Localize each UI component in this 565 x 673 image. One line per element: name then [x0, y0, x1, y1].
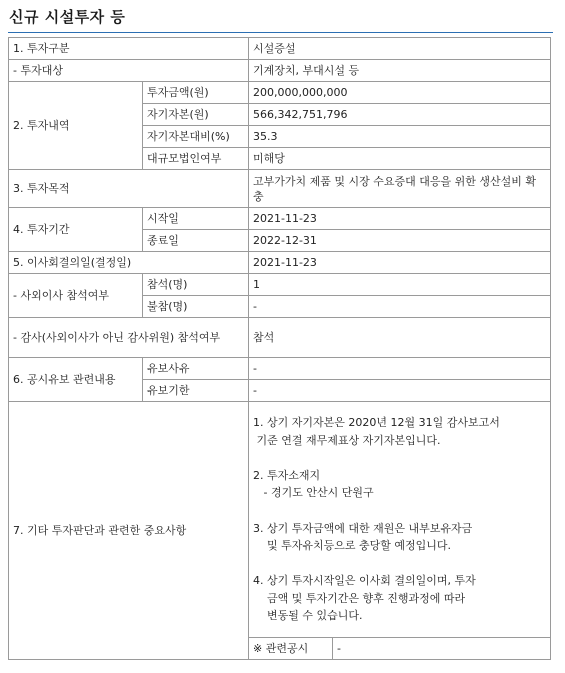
- investment-period-label: 4. 투자기간: [9, 208, 143, 252]
- table-row: [9, 274, 551, 296]
- table-row: [9, 60, 551, 82]
- investment-target-label: - 투자대상: [9, 60, 249, 82]
- investment-purpose-label: 3. 투자목적: [9, 170, 249, 208]
- large-corp-value: 미해당: [249, 148, 551, 170]
- start-date-value: 2021-11-23: [249, 208, 551, 230]
- disclosure-deferral-label: 6. 공시유보 관련내용: [9, 358, 143, 402]
- attended-label: 참석(명): [143, 274, 249, 296]
- investment-purpose-value: 고부가가치 제품 및 시장 수요증대 대응을 위한 생산설비 확충: [249, 170, 551, 208]
- investment-type-value: 시설증설: [249, 38, 551, 60]
- board-resolution-date-value: 2021-11-23: [249, 252, 551, 274]
- table-row: [9, 82, 551, 104]
- investment-amount-value: 200,000,000,000: [249, 82, 551, 104]
- outside-director-label: - 사외이사 참석여부: [9, 274, 143, 318]
- deferral-reason-label: 유보사유: [143, 358, 249, 380]
- investment-type-label: 1. 투자구분: [9, 38, 249, 60]
- deferral-reason-value: -: [249, 358, 551, 380]
- investment-amount-label: 투자금액(원): [143, 82, 249, 104]
- other-matters-label: 7. 기타 투자판단과 관련한 중요사항: [9, 402, 249, 660]
- deferral-deadline-label: 유보기한: [143, 380, 249, 402]
- disclosure-table: [8, 37, 551, 660]
- table-row: [9, 38, 551, 60]
- title-divider: [8, 32, 553, 33]
- investment-details-label: 2. 투자내역: [9, 82, 143, 170]
- start-date-label: 시작일: [143, 208, 249, 230]
- table-row: [9, 402, 551, 638]
- equity-value: 566,342,751,796: [249, 104, 551, 126]
- page-title: 신규 시설투자 등: [9, 8, 126, 26]
- auditor-attendance-label: - 감사(사외이사가 아닌 감사위원) 참석여부: [9, 318, 249, 358]
- large-corp-label: 대규모법인여부: [143, 148, 249, 170]
- investment-target-value: 기계장치, 부대시설 등: [249, 60, 551, 82]
- table-row: [9, 208, 551, 230]
- other-matters-text: 1. 상기 자기자본은 2020년 12월 31일 감사보고서 기준 연결 재무제표상 자기자본입니다. 2. 투자소재지 - 경기도 안산시 단원구 3. 상기 투자금액에 대한 재원은 내부보유자금 및 투자유치등으로 충당할 예정입니다. 4. 상기 투자시작일은 이사회 결의일이며, 투자 금액 및 투자기간은 향후 진행과정에 따라 변동될 수 있습니다.: [249, 402, 551, 638]
- table-row: [9, 318, 551, 358]
- table-row: [9, 252, 551, 274]
- absent-label: 불참(명): [143, 296, 249, 318]
- equity-label: 자기자본(원): [143, 104, 249, 126]
- table-row: [9, 170, 551, 208]
- board-resolution-date-label: 5. 이사회결의일(결정일): [9, 252, 249, 274]
- related-disclosure-label: ※ 관련공시: [249, 638, 333, 660]
- equity-ratio-value: 35.3: [249, 126, 551, 148]
- deferral-deadline-value: -: [249, 380, 551, 402]
- end-date-value: 2022-12-31: [249, 230, 551, 252]
- equity-ratio-label: 자기자본대비(%): [143, 126, 249, 148]
- auditor-attendance-value: 참석: [249, 318, 551, 358]
- table-row: [9, 358, 551, 380]
- absent-value: -: [249, 296, 551, 318]
- attended-value: 1: [249, 274, 551, 296]
- related-disclosure-value: -: [333, 638, 551, 660]
- end-date-label: 종료일: [143, 230, 249, 252]
